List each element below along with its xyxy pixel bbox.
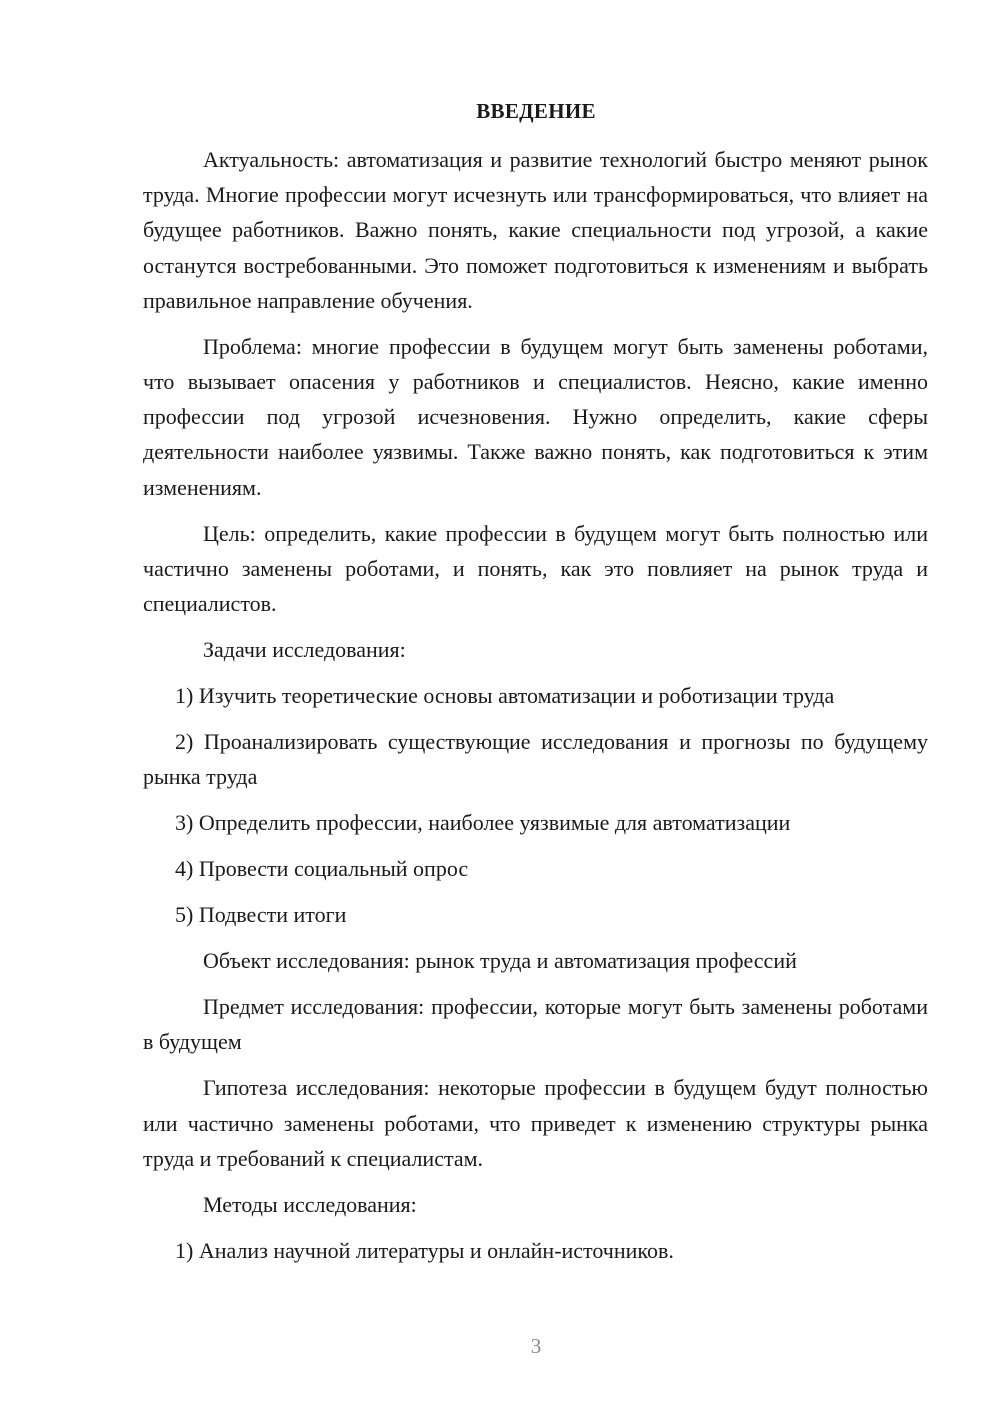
paragraph-subject: Предмет исследования: профессии, которые могут быть заменены роботами в будущем [143,994,928,1055]
page-title: ВВЕДЕНИЕ [476,99,596,123]
task-item: 2) Проанализировать существующие исследования и прогнозы по будущему рынка труда [143,729,928,790]
task-item: 4) Провести социальный опрос [175,856,469,882]
method-item: 1) Анализ научной литературы и онлайн-источников. [175,1237,674,1263]
paragraph-hypothesis: Гипотеза исследования: некоторые профессии в будущем будут полностью или частично заменены роботами, что приведет к изменению структуры рынка труда и требований к специалистам. [143,1075,928,1171]
paragraph-goal: Цель: определить, какие профессии в будущем могут быть полностью или частично заменены роботами, и понять, как это повлияет на рынок труда и специалистов. [143,520,928,617]
page-number: 3 [530,1334,542,1358]
paragraph-object: Объект исследования: рынок труда и автоматизация профессий [203,948,797,974]
task-item: 1) Изучить теоретические основы автоматизации и роботизации труда [175,683,835,709]
paragraph-relevance: Актуальность: автоматизация и развитие технологий быстро меняют рынок труда. Многие профессии могут исчезнуть или трансформироваться, что влияет на будущее работников. Важно понять, какие специальности под угрозой, а какие останутся востребованными. Это поможет подготовиться к изменениям и выбрать правильное направление обучения. [143,147,928,313]
tasks-heading: Задачи исследования: [203,637,406,663]
methods-heading: Методы исследования: [203,1191,417,1217]
paragraph-problem: Проблема: многие профессии в будущем могут быть заменены роботами, что вызывает опасения у работников и специалистов. Неясно, какие именно профессии под угрозой исчезновения. Нужно определить, какие сферы деятельности наиболее уязвимы. Также важно понять, как подготовиться к этим изменениям. [143,333,928,500]
task-item: 3) Определить профессии, наиболее уязвимые для автоматизации [175,810,791,836]
task-item: 5) Подвести итоги [175,902,347,928]
document-body [143,142,928,1279]
